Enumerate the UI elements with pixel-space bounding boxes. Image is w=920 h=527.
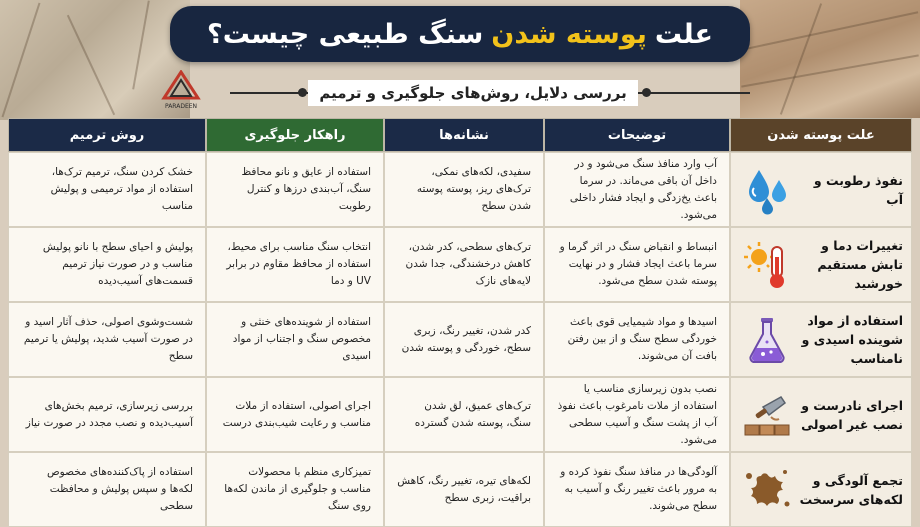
divider-dot-right: [642, 88, 651, 97]
cause-label: استفاده از مواد شوینده اسیدی و نامناسب: [801, 313, 903, 366]
table-row: [8, 152, 912, 227]
repair-cell: استفاده از پاک‌کننده‌های مخصوص لکه‌ها و سپس پولیش و محافظت سطحی: [8, 452, 206, 527]
table-row: [8, 227, 912, 302]
causes-table: [8, 118, 912, 527]
table-header-row: [8, 118, 912, 152]
stain-splash-icon: [739, 462, 795, 518]
signs-cell: کدر شدن، تغییر رنگ، زبری سطح، خوردگی و پوسته شدن: [384, 302, 544, 377]
chemical-flask-icon: [739, 312, 795, 368]
cause-cell: [730, 302, 912, 377]
thermometer-sun-icon: [739, 237, 795, 293]
table-row: [8, 302, 912, 377]
page-title: [170, 6, 750, 62]
header-signs: نشانه‌ها: [384, 118, 544, 152]
prevention-cell: استفاده از عایق و نانو محافظ سنگ، آب‌بندی درزها و کنترل رطوبت: [206, 152, 384, 227]
signs-cell: ترک‌های سطحی، کدر شدن، کاهش درخشندگی، جدا شدن لایه‌های نازک: [384, 227, 544, 302]
title-part-2: سنگ طبیعی چیست؟: [207, 18, 484, 50]
description-cell: نصب بدون زیرسازی مناسب یا استفاده از ملات نامرغوب باعث نفوذ آب از پشت سنگ و آسیب سطحی می‌شود.: [544, 377, 730, 452]
signs-cell: سفیدی، لکه‌های نمکی، ترک‌های ریز، پوسته پوسته شدن سطح: [384, 152, 544, 227]
cause-label: تغییرات دما و تابش مستقیم خورشید: [817, 238, 903, 291]
water-drops-icon: [739, 162, 795, 218]
cause-cell: [730, 152, 912, 227]
prevention-cell: تمیزکاری منظم با محصولات مناسب و جلوگیری از ماندن لکه‌ها روی سنگ: [206, 452, 384, 527]
table-row: [8, 452, 912, 527]
prevention-cell: انتخاب سنگ مناسب برای محیط، استفاده از محافظ مقاوم در برابر UV و دما: [206, 227, 384, 302]
description-cell: انبساط و انقباض سنگ در اثر گرما و سرما باعث ایجاد فشار و در نهایت پوسته شدن سطح می‌شود.: [544, 227, 730, 302]
description-cell: آب وارد منافذ سنگ می‌شود و در داخل آن باقی می‌ماند. در سرما باعث یخ‌زدگی و ایجاد فشار داخلی می‌شود.: [544, 152, 730, 227]
cause-label: تجمع آلودگی و لکه‌های سرسخت: [799, 472, 903, 507]
cause-cell: [730, 227, 912, 302]
trowel-tiles-icon: [739, 387, 795, 443]
cause-cell: [730, 452, 912, 527]
signs-cell: لکه‌های تیره، تغییر رنگ، کاهش براقیت، زبری سطح: [384, 452, 544, 527]
divider-dot-left: [298, 88, 307, 97]
repair-cell: بررسی زیرسازی، ترمیم بخش‌های آسیب‌دیده و نصب مجدد در صورت نیاز: [8, 377, 206, 452]
title-highlight: پوسته شدن: [491, 18, 647, 50]
cause-label: نفوذ رطوبت و آب: [813, 172, 903, 207]
cause-cell: [730, 377, 912, 452]
repair-cell: پولیش و احیای سطح با نانو پولیش مناسب و در صورت نیاز ترمیم قسمت‌های آسیب‌دیده: [8, 227, 206, 302]
cause-label: اجرای نادرست و نصب غیر اصولی: [801, 397, 903, 432]
table-row: [8, 377, 912, 452]
description-cell: اسیدها و مواد شیمیایی قوی باعث خوردگی سطح سنگ و از بین رفتن بافت آن می‌شوند.: [544, 302, 730, 377]
header-cause: علت پوسته شدن: [730, 118, 912, 152]
brand-logo: [158, 70, 204, 110]
repair-cell: خشک کردن سنگ، ترمیم ترک‌ها، استفاده از مواد ترمیمی و پولیش مناسب: [8, 152, 206, 227]
subtitle: بررسی دلایل، روش‌های جلوگیری و ترمیم: [308, 80, 638, 106]
description-cell: آلودگی‌ها در منافذ سنگ نفوذ کرده و به مرور باعث تغییر رنگ و آسیب به سطح می‌شوند.: [544, 452, 730, 527]
prevention-cell: اجرای اصولی، استفاده از ملات مناسب و رعایت شیب‌بندی درست: [206, 377, 384, 452]
title-part-1: علت: [654, 18, 713, 50]
repair-cell: شست‌وشوی اصولی، حذف آثار اسید و در صورت آسیب شدید، پولیش یا ترمیم سطح: [8, 302, 206, 377]
header-description: توضیحات: [544, 118, 730, 152]
prevention-cell: استفاده از شوینده‌های خنثی و مخصوص سنگ و اجتناب از مواد اسیدی: [206, 302, 384, 377]
header-repair: روش ترمیم: [8, 118, 206, 152]
logo-text: PARADEEN: [164, 103, 198, 110]
header-prevention: راهکار جلوگیری: [206, 118, 384, 152]
signs-cell: ترک‌های عمیق، لق شدن سنگ، پوسته شدن گسترده: [384, 377, 544, 452]
